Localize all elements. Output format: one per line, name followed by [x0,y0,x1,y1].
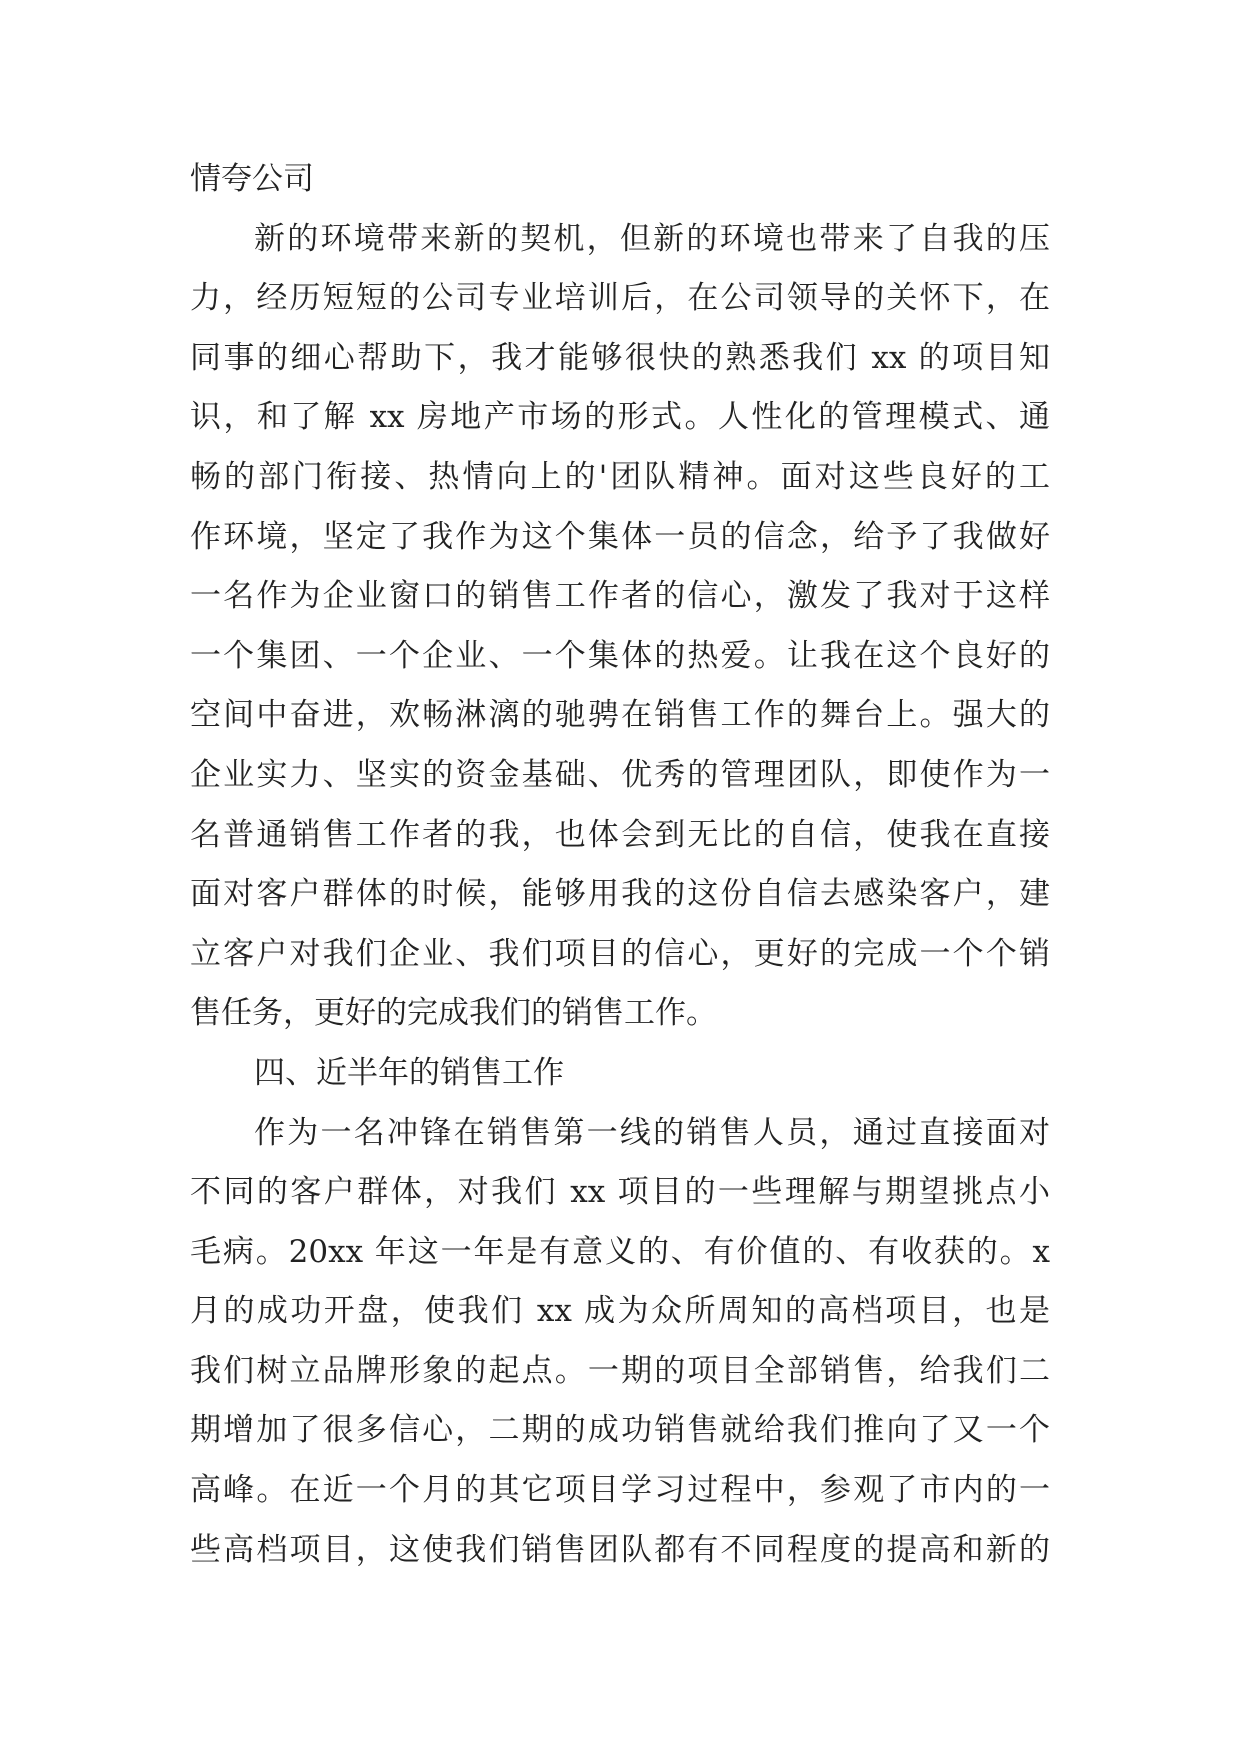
text-line: 毛病。20xx 年这一年是有意义的、有价值的、有收获的。x [190,1233,1050,1270]
text-line: 立客户对我们企业、我们项目的信心，更好的完成一个个销 [190,935,1050,972]
text-line: 空间中奋进，欢畅淋漓的驰骋在销售工作的舞台上。强大的 [190,697,1050,734]
text-line: 名普通销售工作者的我，也体会到无比的自信，使我在直接 [190,816,1050,853]
text-line: 月的成功开盘，使我们 xx 成为众所周知的高档项目，也是 [190,1293,1050,1330]
text-line: 些高档项目，这使我们销售团队都有不同程度的提高和新的 [190,1531,1050,1568]
text-line: 识，和了解 xx 房地产市场的形式。人性化的管理模式、通 [190,399,1050,436]
document-page [190,150,1050,1580]
section-heading: 四、近半年的销售工作 [254,1054,564,1091]
text-line: 同事的细心帮助下，我才能够很快的熟悉我们 xx 的项目知 [190,339,1050,376]
text-line: 作环境，坚定了我作为这个集体一员的信念，给予了我做好 [190,518,1050,555]
text-line: 企业实力、坚实的资金基础、优秀的管理团队，即使作为一 [190,756,1050,793]
text-line: 高峰。在近一个月的其它项目学习过程中，参观了市内的一 [190,1472,1050,1509]
text-line: 一名作为企业窗口的销售工作者的信心，激发了我对于这样 [190,578,1050,615]
text-line: 不同的客户群体，对我们 xx 项目的一些理解与期望挑点小 [190,1174,1050,1211]
text-line: 我们树立品牌形象的起点。一期的项目全部销售，给我们二 [190,1352,1050,1389]
text-line: 售任务，更好的完成我们的销售工作。 [190,995,717,1032]
text-line: 期增加了很多信心，二期的成功销售就给我们推向了又一个 [190,1412,1050,1449]
text-line: 力，经历短短的公司专业培训后，在公司领导的关怀下，在 [190,280,1050,317]
text-line: 畅的部门衔接、热情向上的'团队精神。面对这些良好的工 [190,458,1050,495]
paragraph-first-line: 新的环境带来新的契机，但新的环境也带来了自我的压 [254,220,1050,257]
text-line: 面对客户群体的时候，能够用我的这份自信去感染客户，建 [190,876,1050,913]
text-line: 一个集团、一个企业、一个集体的热爱。让我在这个良好的 [190,637,1050,674]
text-line: 情夸公司 [190,161,314,197]
paragraph-first-line: 作为一名冲锋在销售第一线的销售人员，通过直接面对 [254,1114,1050,1151]
